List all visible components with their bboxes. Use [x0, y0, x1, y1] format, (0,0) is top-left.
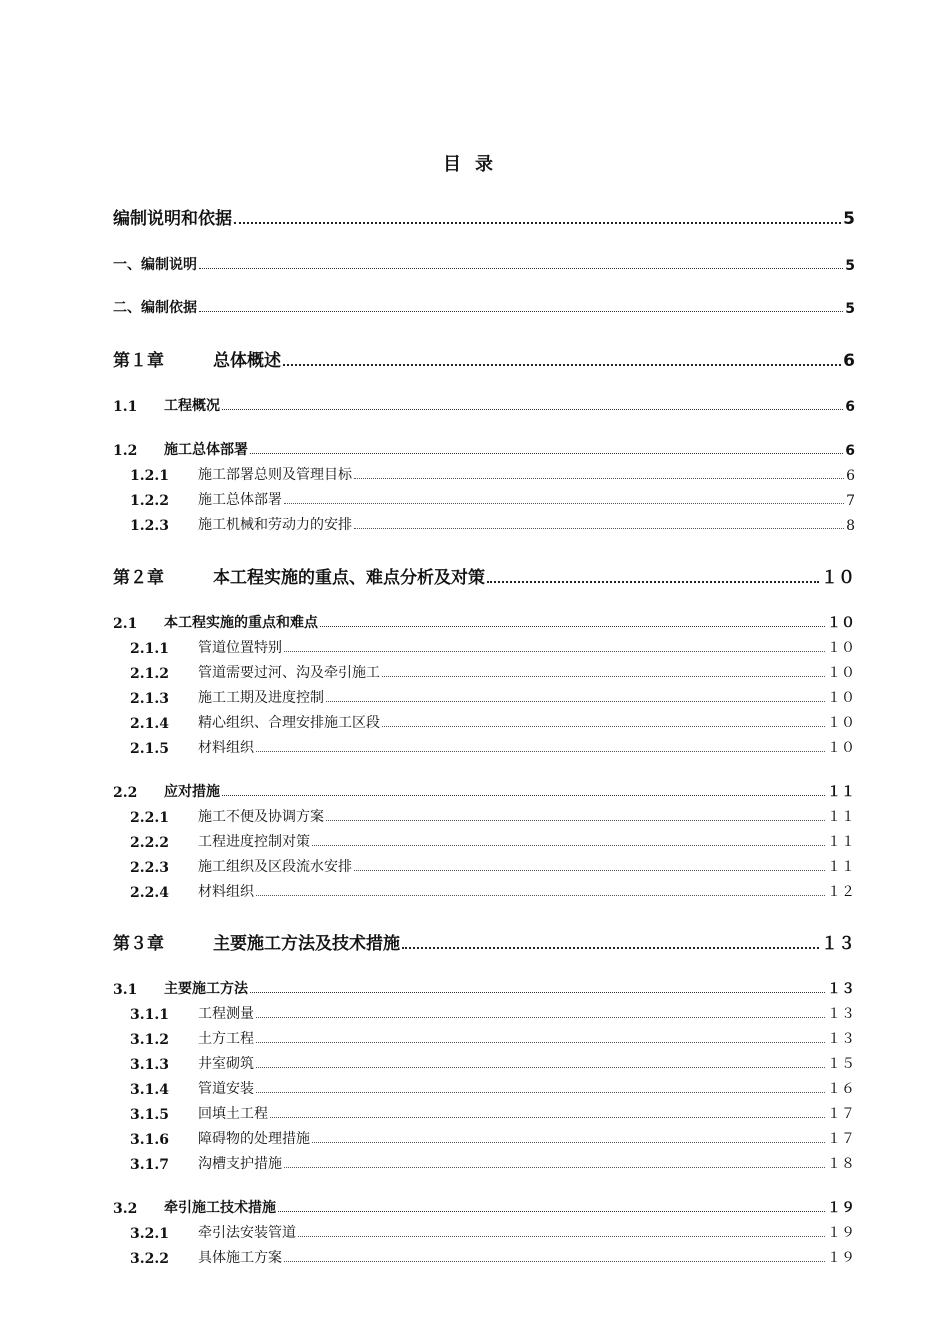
- toc-entry-number: 3.1.1: [130, 1007, 169, 1023]
- toc-entry-page: １１: [827, 784, 855, 800]
- toc-entry-page: １２: [827, 884, 855, 900]
- toc-dot-leader: [284, 1166, 825, 1168]
- toc-dot-leader: [284, 650, 825, 652]
- toc-entry[interactable]: [130, 633, 855, 657]
- toc-entry-title: 施工组织及区段流水安排: [198, 859, 352, 875]
- toc-entry-number: 1.2.2: [130, 493, 169, 509]
- toc-entry[interactable]: [113, 293, 855, 317]
- toc-entry-number: 2.1.1: [130, 641, 169, 657]
- toc-entry-number: 3.1.5: [130, 1107, 169, 1123]
- toc-entry-title: 主要施工方法及技术措施: [213, 934, 400, 954]
- toc-entry-page: １９: [827, 1250, 855, 1266]
- toc-dot-leader: [487, 580, 819, 583]
- toc-entry-number: 3.2: [113, 1201, 138, 1217]
- toc-dot-leader: [256, 894, 825, 896]
- toc-entry-number: 3.2.1: [130, 1226, 169, 1242]
- toc-entry-number: 3.1.2: [130, 1032, 169, 1048]
- toc-dot-leader: [256, 1091, 825, 1093]
- toc-entry-page: 6: [845, 399, 855, 415]
- toc-entry-number: 1.2.3: [130, 518, 169, 534]
- toc-entry[interactable]: [113, 391, 855, 415]
- toc-entry-title: 障碍物的处理措施: [198, 1131, 310, 1147]
- toc-entry-title: 一、编制说明: [113, 257, 197, 273]
- toc-dot-leader: [402, 946, 819, 949]
- toc-entry[interactable]: [130, 658, 855, 682]
- toc-entry-page: 8: [846, 518, 855, 534]
- toc-entry-number: 1.2: [113, 443, 138, 459]
- toc-entry-title: 施工工期及进度控制: [198, 690, 324, 706]
- toc-dot-leader: [320, 625, 825, 627]
- toc-entry[interactable]: [113, 564, 855, 588]
- toc-entry-page: １０: [821, 568, 855, 588]
- toc-dot-leader: [284, 502, 844, 504]
- toc-entry-page: 6: [843, 351, 855, 371]
- toc-entry-page: 6: [846, 468, 855, 484]
- toc-entry[interactable]: [113, 974, 855, 998]
- toc-entry[interactable]: [130, 733, 855, 757]
- toc-entry-page: １９: [827, 1225, 855, 1241]
- toc-entry-title: 工程测量: [198, 1006, 254, 1022]
- toc-entry-title: 本工程实施的重点、难点分析及对策: [213, 568, 485, 588]
- toc-entry-title: 沟槽支护措施: [198, 1156, 282, 1172]
- toc-entry-page: 6: [845, 443, 855, 459]
- toc-entry-title: 牵引法安装管道: [198, 1225, 296, 1241]
- toc-entry-page: １１: [827, 809, 855, 825]
- toc-entry-number: 2.1.2: [130, 666, 169, 682]
- toc-entry-title: 施工机械和劳动力的安排: [198, 517, 352, 533]
- toc-entry-title: 回填土工程: [198, 1106, 268, 1122]
- toc-entry[interactable]: [130, 460, 855, 484]
- toc-entry-number: 1.1: [113, 399, 138, 415]
- toc-entry-title: 总体概述: [213, 351, 281, 371]
- toc-dot-leader: [222, 794, 825, 796]
- toc-dot-leader: [354, 477, 844, 479]
- toc-entry-number: 2.2.3: [130, 860, 169, 876]
- toc-entry-number: 2.1.4: [130, 716, 169, 732]
- toc-entry-number: 1.2.1: [130, 468, 169, 484]
- toc-dot-leader: [250, 991, 825, 993]
- toc-entry[interactable]: [113, 205, 855, 229]
- toc-entry-title: 应对措施: [164, 784, 220, 800]
- toc-entry-title: 工程进度控制对策: [198, 834, 310, 850]
- toc-entry[interactable]: [130, 827, 855, 851]
- toc-entry-page: １０: [827, 715, 855, 731]
- toc-entry-number: 2.2.1: [130, 810, 169, 826]
- toc-dot-leader: [199, 310, 843, 312]
- toc-entry-title: 井室砌筑: [198, 1056, 254, 1072]
- toc-entry-number: 2.2.2: [130, 835, 169, 851]
- toc-entry[interactable]: [113, 435, 855, 459]
- toc-entry-page: １５: [827, 1056, 855, 1072]
- toc-entry-page: １３: [827, 1006, 855, 1022]
- toc-entry-number: 2.2.4: [130, 885, 169, 901]
- toc-dot-leader: [278, 1210, 825, 1212]
- toc-entry[interactable]: [130, 708, 855, 732]
- toc-entry[interactable]: [113, 1193, 855, 1217]
- toc-dot-leader: [354, 527, 844, 529]
- toc-entry-number: 3.1.4: [130, 1082, 169, 1098]
- toc-entry-title: 施工总体部署: [198, 492, 282, 508]
- toc-entry-number: 2.2: [113, 785, 138, 801]
- toc-entry-page: １０: [827, 615, 855, 631]
- toc-dot-leader: [283, 363, 841, 366]
- toc-entry[interactable]: [130, 1149, 855, 1173]
- toc-entry[interactable]: [130, 1243, 855, 1267]
- toc-entry[interactable]: [130, 852, 855, 876]
- toc-entry-page: １７: [827, 1131, 855, 1147]
- toc-entry-page: 7: [846, 493, 855, 509]
- toc-dot-leader: [199, 267, 843, 269]
- toc-entry-title: 土方工程: [198, 1031, 254, 1047]
- toc-dot-leader: [222, 408, 843, 410]
- toc-dot-leader: [382, 725, 825, 727]
- toc-entry[interactable]: [130, 1218, 855, 1242]
- toc-entry-page: １６: [827, 1081, 855, 1097]
- toc-entry-page: １７: [827, 1106, 855, 1122]
- toc-entry-page: １０: [827, 640, 855, 656]
- toc-entry-title: 管道需要过河、沟及牵引施工: [198, 665, 380, 681]
- toc-entry-number: 3.1.3: [130, 1057, 169, 1073]
- toc-entry-number: 2.1.5: [130, 741, 169, 757]
- toc-entry-number: 第１章: [113, 351, 164, 371]
- toc-entry-title: 本工程实施的重点和难点: [164, 615, 318, 631]
- toc-dot-leader: [312, 1141, 825, 1143]
- toc-dot-leader: [256, 1041, 825, 1043]
- toc-entry-page: １１: [827, 834, 855, 850]
- toc-dot-leader: [256, 1016, 825, 1018]
- toc-dot-leader: [382, 675, 825, 677]
- toc-entry-number: 2.1.3: [130, 691, 169, 707]
- toc-entry-title: 具体施工方案: [198, 1250, 282, 1266]
- toc-entry-number: 3.1: [113, 982, 138, 998]
- toc-entry-page: １３: [827, 981, 855, 997]
- toc-entry-title: 管道位置特别: [198, 640, 282, 656]
- toc-dot-leader: [284, 1260, 825, 1262]
- toc-entry[interactable]: [130, 999, 855, 1023]
- toc-entry-page: １８: [827, 1156, 855, 1172]
- toc-entry[interactable]: [113, 250, 855, 274]
- toc-entry[interactable]: [130, 510, 855, 534]
- toc-entry[interactable]: [113, 777, 855, 801]
- toc-entry[interactable]: [130, 1024, 855, 1048]
- toc-dot-leader: [298, 1235, 825, 1237]
- toc-entry[interactable]: [130, 877, 855, 901]
- toc-heading: 目录: [443, 154, 507, 175]
- toc-entry[interactable]: [130, 1049, 855, 1073]
- toc-dot-leader: [234, 221, 841, 224]
- toc-entry-page: １０: [827, 690, 855, 706]
- toc-entry-page: １１: [827, 859, 855, 875]
- toc-dot-leader: [312, 844, 825, 846]
- toc-entry-title: 主要施工方法: [164, 981, 248, 997]
- toc-entry-number: 2.1: [113, 616, 138, 632]
- toc-entry-title: 精心组织、合理安排施工区段: [198, 715, 380, 731]
- toc-entry-page: １９: [827, 1200, 855, 1216]
- toc-entry[interactable]: [130, 485, 855, 509]
- toc-entry[interactable]: [113, 930, 855, 954]
- toc-dot-leader: [354, 869, 825, 871]
- toc-entry-number: 3.1.6: [130, 1132, 169, 1148]
- toc-entry-title: 编制说明和依据: [113, 209, 232, 229]
- toc-entry-page: １３: [827, 1031, 855, 1047]
- toc-entry-page: 5: [845, 258, 855, 274]
- toc-entry-page: １３: [821, 934, 855, 954]
- toc-dot-leader: [326, 819, 825, 821]
- toc-entry[interactable]: [113, 608, 855, 632]
- toc-entry-title: 管道安装: [198, 1081, 254, 1097]
- toc-entry-title: 二、编制依据: [113, 300, 197, 316]
- toc-entry[interactable]: [130, 683, 855, 707]
- toc-entry-number: 第３章: [113, 934, 164, 954]
- toc-dot-leader: [250, 452, 843, 454]
- toc-entry-title: 施工部署总则及管理目标: [198, 467, 352, 483]
- toc-entry[interactable]: [130, 802, 855, 826]
- toc-entry-title: 工程概况: [164, 398, 220, 414]
- toc-entry-title: 施工总体部署: [164, 442, 248, 458]
- toc-entry[interactable]: [130, 1099, 855, 1123]
- toc-dot-leader: [270, 1116, 825, 1118]
- toc-entry-number: 3.2.2: [130, 1251, 169, 1267]
- toc-dot-leader: [256, 1066, 825, 1068]
- toc-dot-leader: [256, 750, 825, 752]
- toc-entry-page: 5: [843, 209, 855, 229]
- toc-entry-page: １０: [827, 665, 855, 681]
- toc-entry-number: 第２章: [113, 568, 164, 588]
- toc-entry-title: 材料组织: [198, 884, 254, 900]
- toc-entry[interactable]: [130, 1124, 855, 1148]
- toc-entry-page: １０: [827, 740, 855, 756]
- toc-entry-page: 5: [845, 301, 855, 317]
- toc-entry[interactable]: [130, 1074, 855, 1098]
- toc-entry-number: 3.1.7: [130, 1157, 169, 1173]
- toc-entry[interactable]: [113, 347, 855, 371]
- toc-entry-title: 施工不便及协调方案: [198, 809, 324, 825]
- toc-dot-leader: [326, 700, 825, 702]
- toc-entry-title: 牵引施工技术措施: [164, 1200, 276, 1216]
- toc-entry-title: 材料组织: [198, 740, 254, 756]
